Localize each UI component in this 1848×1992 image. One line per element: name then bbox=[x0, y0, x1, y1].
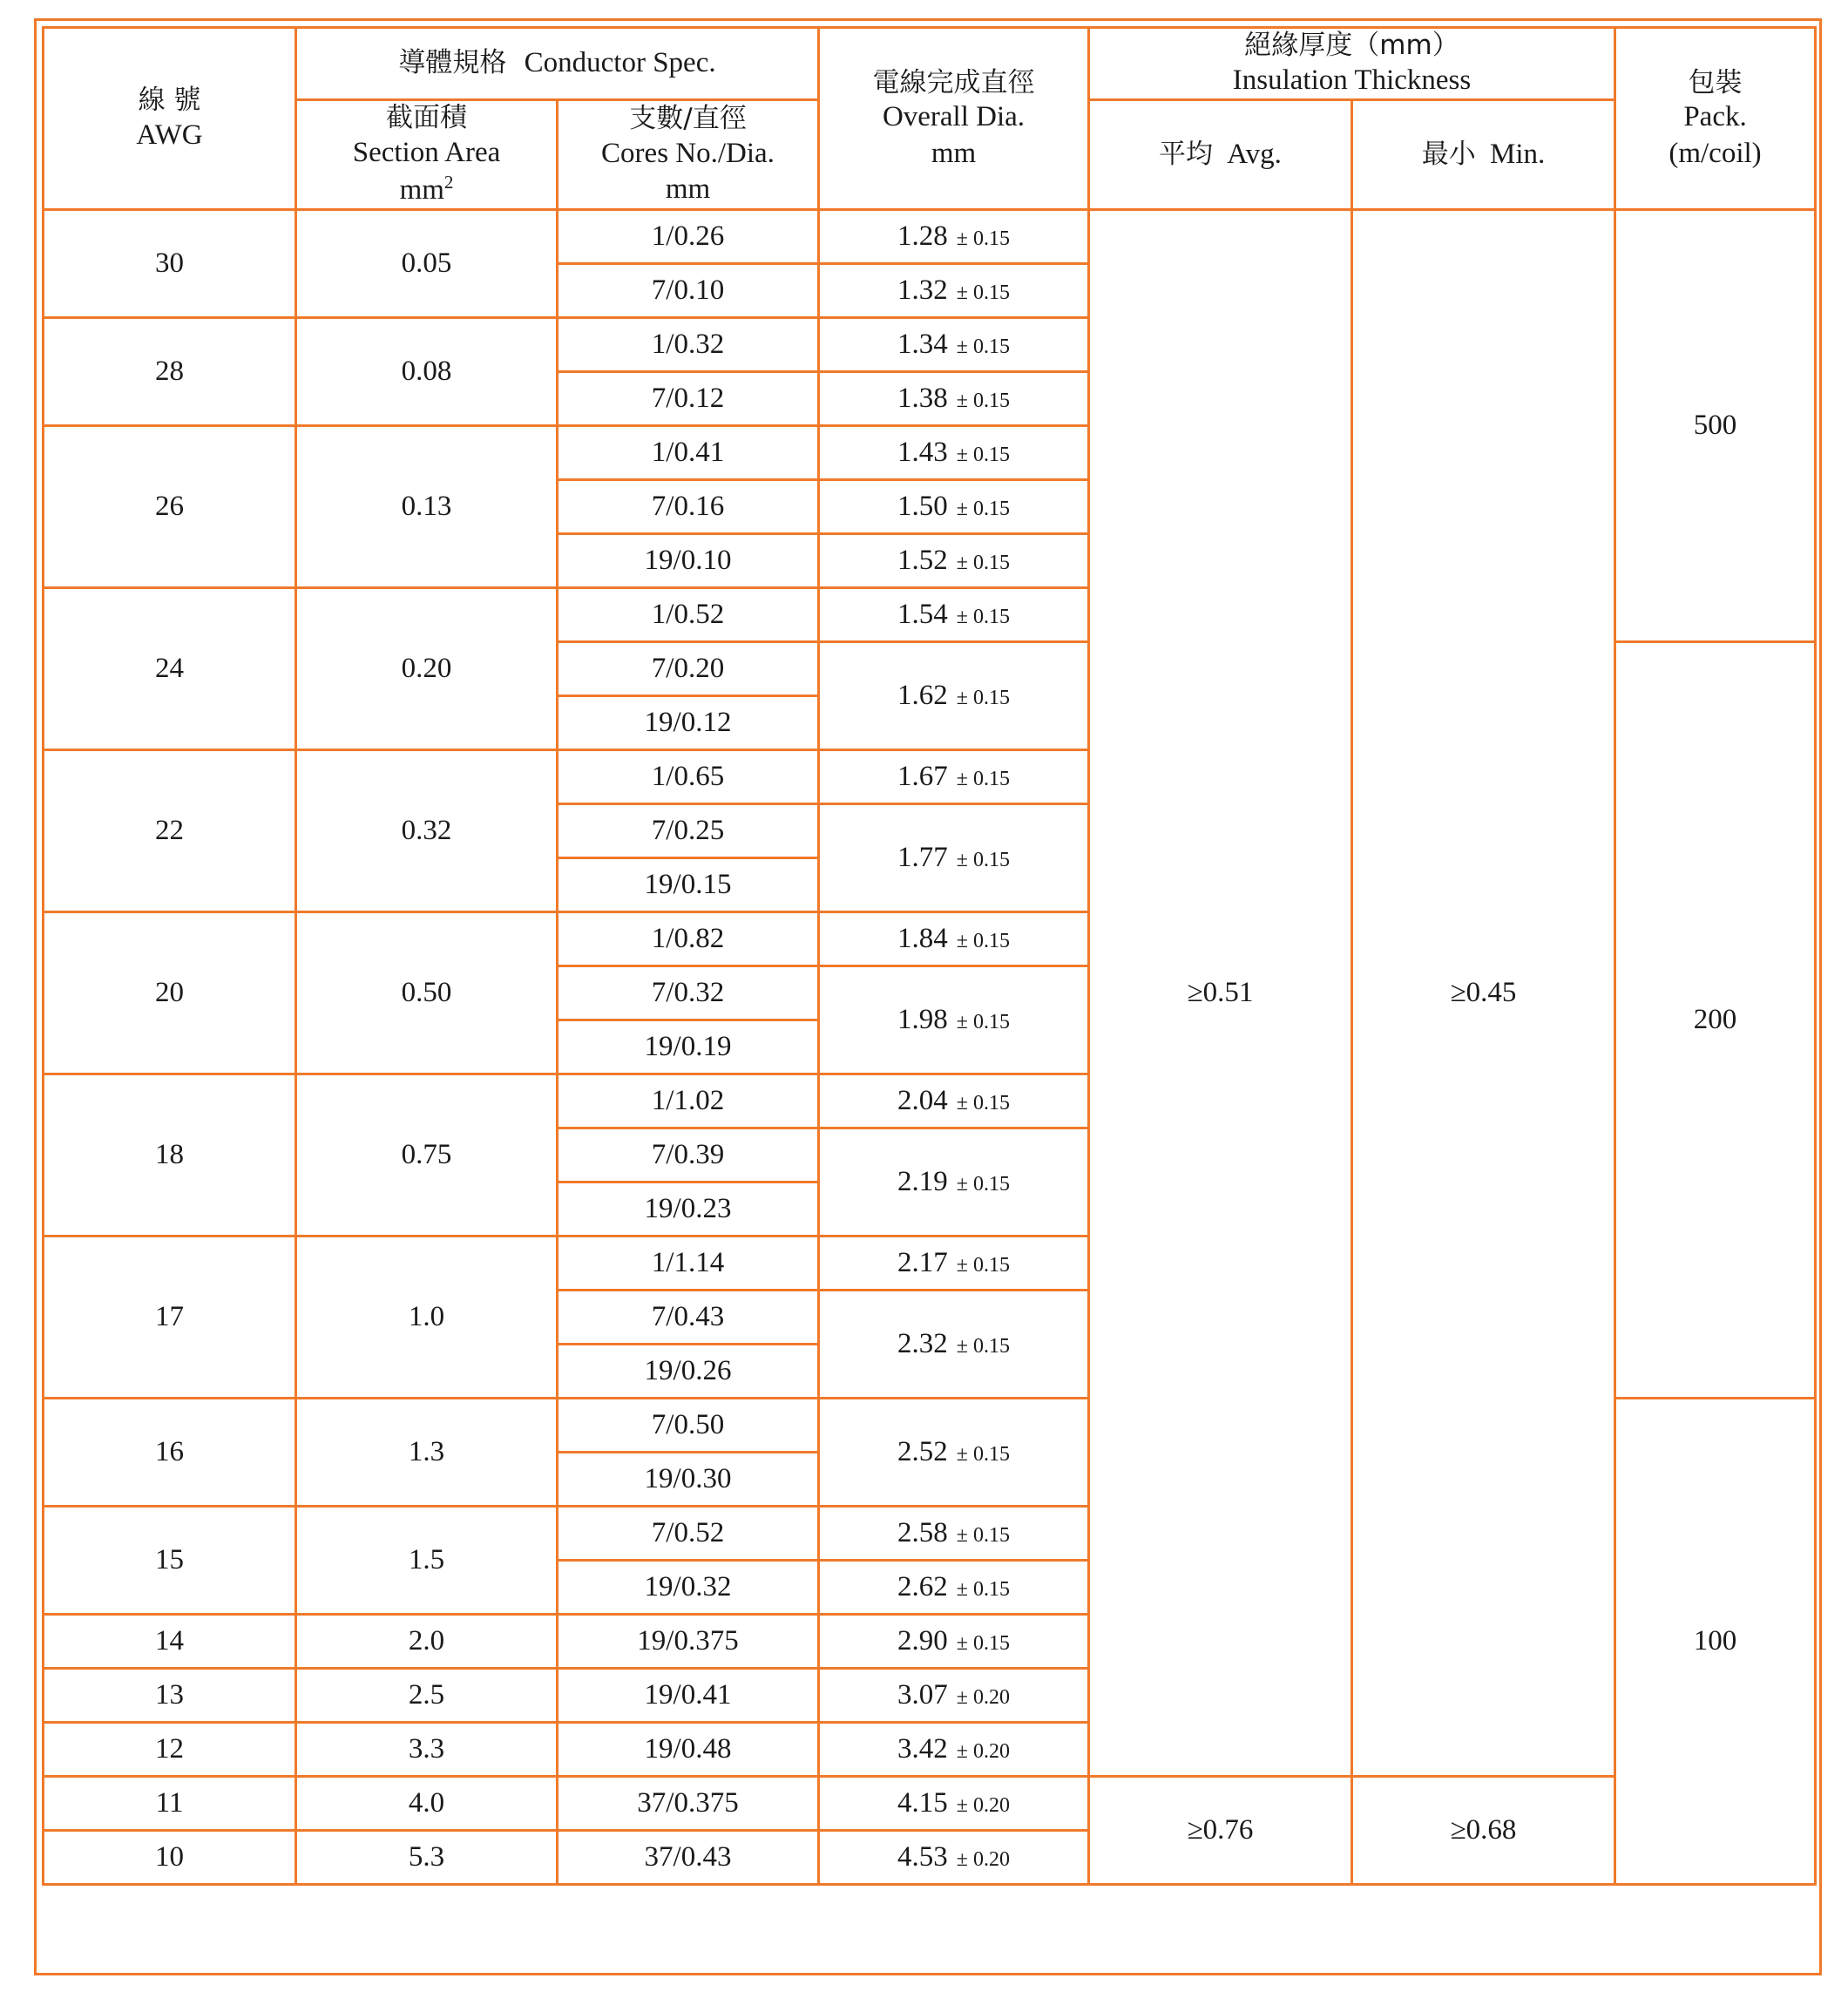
header-dia-en: Overall Dia. bbox=[882, 101, 1026, 133]
cores-dia-cell: 37/0.43 bbox=[558, 1831, 819, 1885]
wire-spec-table bbox=[42, 26, 1817, 1886]
awg-cell: 22 bbox=[44, 750, 296, 912]
overall-dia-cell bbox=[819, 318, 1089, 372]
header-min bbox=[1352, 100, 1615, 210]
overall-dia-cell bbox=[819, 1074, 1089, 1128]
overall-dia-tolerance: ± 0.15 bbox=[956, 552, 1010, 575]
awg-cell: 12 bbox=[44, 1723, 296, 1777]
overall-dia-value: 1.67 bbox=[897, 761, 948, 793]
header-min-en: Min. bbox=[1490, 139, 1546, 170]
overall-dia-value: 4.15 bbox=[897, 1787, 948, 1819]
overall-dia-value: 1.98 bbox=[897, 1004, 948, 1036]
section-area-cell: 0.13 bbox=[296, 426, 558, 588]
overall-dia-tolerance: ± 0.15 bbox=[956, 1443, 1010, 1467]
insulation-min-cell: ≥0.68 bbox=[1352, 1777, 1615, 1885]
cores-dia-cell: 19/0.30 bbox=[558, 1453, 819, 1507]
cores-dia-cell: 19/0.23 bbox=[558, 1182, 819, 1237]
cores-dia-cell: 37/0.375 bbox=[558, 1777, 819, 1831]
header-conductor-spec bbox=[296, 28, 819, 100]
overall-dia-value: 2.04 bbox=[897, 1085, 948, 1117]
cores-dia-cell: 19/0.48 bbox=[558, 1723, 819, 1777]
section-area-cell: 1.5 bbox=[296, 1507, 558, 1615]
overall-dia-value: 3.42 bbox=[897, 1733, 948, 1765]
overall-dia-tolerance: ± 0.20 bbox=[956, 1848, 1010, 1872]
overall-dia-cell bbox=[819, 1399, 1089, 1507]
header-avg-en: Avg. bbox=[1227, 139, 1282, 170]
cores-dia-cell: 19/0.19 bbox=[558, 1020, 819, 1074]
header-dia-zh: 電線完成直徑 bbox=[872, 66, 1035, 98]
section-area-cell: 2.5 bbox=[296, 1669, 558, 1723]
overall-dia-tolerance: ± 0.15 bbox=[956, 1524, 1010, 1548]
overall-dia-cell bbox=[819, 372, 1089, 426]
awg-cell: 24 bbox=[44, 588, 296, 750]
overall-dia-cell bbox=[819, 1777, 1089, 1831]
overall-dia-cell bbox=[819, 588, 1089, 642]
overall-dia-cell bbox=[819, 480, 1089, 534]
awg-cell: 13 bbox=[44, 1669, 296, 1723]
section-area-cell: 0.08 bbox=[296, 318, 558, 426]
overall-dia-tolerance: ± 0.15 bbox=[956, 1011, 1010, 1034]
overall-dia-cell bbox=[819, 966, 1089, 1074]
overall-dia-value: 1.38 bbox=[897, 383, 948, 415]
overall-dia-value: 1.54 bbox=[897, 599, 948, 631]
cores-dia-cell: 1/0.26 bbox=[558, 210, 819, 264]
overall-dia-tolerance: ± 0.15 bbox=[956, 606, 1010, 629]
cores-dia-cell: 7/0.50 bbox=[558, 1399, 819, 1453]
header-conductor-zh: 導體規格 bbox=[398, 47, 507, 79]
pack-cell: 500 bbox=[1615, 210, 1816, 642]
awg-cell: 28 bbox=[44, 318, 296, 426]
overall-dia-tolerance: ± 0.20 bbox=[956, 1686, 1010, 1710]
cores-dia-cell: 19/0.32 bbox=[558, 1561, 819, 1615]
header-conductor-en: Conductor Spec. bbox=[524, 47, 716, 79]
overall-dia-tolerance: ± 0.15 bbox=[956, 1092, 1010, 1115]
cores-dia-cell: 7/0.32 bbox=[558, 966, 819, 1020]
overall-dia-cell bbox=[819, 1507, 1089, 1561]
overall-dia-value: 4.53 bbox=[897, 1841, 948, 1873]
header-insulation-zh: 絕緣厚度（mm） bbox=[1244, 30, 1459, 61]
overall-dia-value: 2.52 bbox=[897, 1436, 948, 1468]
overall-dia-value: 1.28 bbox=[897, 220, 948, 253]
overall-dia-cell bbox=[819, 426, 1089, 480]
cores-dia-cell: 7/0.10 bbox=[558, 264, 819, 318]
section-area-cell: 4.0 bbox=[296, 1777, 558, 1831]
overall-dia-tolerance: ± 0.15 bbox=[956, 498, 1010, 521]
section-area-cell: 2.0 bbox=[296, 1615, 558, 1669]
header-pack-unit: (m/coil) bbox=[1669, 137, 1762, 169]
header-min-zh: 最小 bbox=[1421, 139, 1476, 170]
overall-dia-cell bbox=[819, 1669, 1089, 1723]
overall-dia-cell bbox=[819, 912, 1089, 966]
header-awg-zh: 線 號 bbox=[138, 85, 201, 117]
cores-dia-cell: 19/0.15 bbox=[558, 858, 819, 912]
awg-cell: 30 bbox=[44, 210, 296, 318]
cores-dia-cell: 19/0.12 bbox=[558, 696, 819, 750]
overall-dia-tolerance: ± 0.15 bbox=[956, 1632, 1010, 1656]
overall-dia-cell bbox=[819, 642, 1089, 750]
section-area-cell: 5.3 bbox=[296, 1831, 558, 1885]
header-cores-zh: 支數/直徑 bbox=[629, 103, 747, 134]
overall-dia-value: 2.90 bbox=[897, 1625, 948, 1657]
overall-dia-cell bbox=[819, 1128, 1089, 1237]
table-row bbox=[44, 1777, 1816, 1831]
overall-dia-tolerance: ± 0.15 bbox=[956, 1254, 1010, 1277]
overall-dia-tolerance: ± 0.15 bbox=[956, 849, 1010, 872]
cores-dia-cell: 19/0.375 bbox=[558, 1615, 819, 1669]
section-area-cell: 3.3 bbox=[296, 1723, 558, 1777]
header-cores bbox=[558, 100, 819, 210]
overall-dia-value: 1.52 bbox=[897, 545, 948, 577]
header-dia-unit: mm bbox=[931, 137, 977, 169]
cores-dia-cell: 1/0.32 bbox=[558, 318, 819, 372]
overall-dia-value: 2.17 bbox=[897, 1247, 948, 1279]
header-insulation bbox=[1089, 28, 1615, 100]
overall-dia-cell bbox=[819, 1237, 1089, 1291]
cores-dia-cell: 1/0.65 bbox=[558, 750, 819, 804]
cores-dia-cell: 1/1.02 bbox=[558, 1074, 819, 1128]
cores-dia-cell: 7/0.43 bbox=[558, 1291, 819, 1345]
overall-dia-value: 3.07 bbox=[897, 1679, 948, 1711]
overall-dia-value: 1.32 bbox=[897, 274, 948, 307]
overall-dia-tolerance: ± 0.15 bbox=[956, 444, 1010, 467]
awg-cell: 26 bbox=[44, 426, 296, 588]
pack-cell: 100 bbox=[1615, 1399, 1816, 1885]
header-cores-en: Cores No./Dia. bbox=[601, 137, 775, 169]
cores-dia-cell: 1/1.14 bbox=[558, 1237, 819, 1291]
cores-dia-cell: 7/0.20 bbox=[558, 642, 819, 696]
overall-dia-tolerance: ± 0.15 bbox=[956, 930, 1010, 953]
header-section-area bbox=[296, 100, 558, 210]
header-cores-unit: mm bbox=[665, 173, 711, 205]
section-area-cell: 1.3 bbox=[296, 1399, 558, 1507]
overall-dia-cell bbox=[819, 1615, 1089, 1669]
awg-cell: 17 bbox=[44, 1237, 296, 1399]
overall-dia-tolerance: ± 0.15 bbox=[956, 1173, 1010, 1196]
overall-dia-value: 1.43 bbox=[897, 437, 948, 469]
header-area-zh: 截面積 bbox=[386, 102, 467, 133]
awg-cell: 15 bbox=[44, 1507, 296, 1615]
header-pack bbox=[1615, 28, 1816, 210]
header-area-unit: $mm^2$ bbox=[399, 172, 454, 206]
cores-dia-cell: 1/0.41 bbox=[558, 426, 819, 480]
awg-cell: 10 bbox=[44, 1831, 296, 1885]
header-awg bbox=[44, 28, 296, 210]
awg-cell: 11 bbox=[44, 1777, 296, 1831]
overall-dia-tolerance: ± 0.15 bbox=[956, 687, 1010, 710]
overall-dia-tolerance: ± 0.15 bbox=[956, 1578, 1010, 1602]
overall-dia-cell bbox=[819, 1561, 1089, 1615]
overall-dia-cell bbox=[819, 804, 1089, 912]
overall-dia-tolerance: ± 0.15 bbox=[956, 390, 1010, 413]
overall-dia-value: 2.32 bbox=[897, 1328, 948, 1360]
section-area-cell: 0.75 bbox=[296, 1074, 558, 1237]
header-avg bbox=[1089, 100, 1352, 210]
overall-dia-cell bbox=[819, 1831, 1089, 1885]
overall-dia-tolerance: ± 0.15 bbox=[956, 335, 1010, 359]
header-pack-en: Pack. bbox=[1683, 101, 1747, 133]
overall-dia-value: 2.62 bbox=[897, 1571, 948, 1603]
awg-cell: 18 bbox=[44, 1074, 296, 1237]
overall-dia-value: 2.58 bbox=[897, 1517, 948, 1549]
overall-dia-tolerance: ± 0.20 bbox=[956, 1794, 1010, 1818]
overall-dia-tolerance: ± 0.15 bbox=[956, 281, 1010, 305]
insulation-avg-cell: ≥0.51 bbox=[1089, 210, 1352, 1777]
cores-dia-cell: 19/0.10 bbox=[558, 534, 819, 588]
section-area-cell: 0.05 bbox=[296, 210, 558, 318]
cores-dia-cell: 19/0.26 bbox=[558, 1345, 819, 1399]
cores-dia-cell: 19/0.41 bbox=[558, 1669, 819, 1723]
table-row bbox=[44, 210, 1816, 264]
header-area-en: Section Area bbox=[352, 136, 501, 168]
overall-dia-tolerance: ± 0.15 bbox=[956, 768, 1010, 791]
overall-dia-value: 1.50 bbox=[897, 491, 948, 523]
overall-dia-cell bbox=[819, 750, 1089, 804]
section-area-cell: 0.20 bbox=[296, 588, 558, 750]
cores-dia-cell: 7/0.52 bbox=[558, 1507, 819, 1561]
cores-dia-cell: 7/0.39 bbox=[558, 1128, 819, 1182]
overall-dia-tolerance: ± 0.15 bbox=[956, 1335, 1010, 1358]
insulation-min-cell: ≥0.45 bbox=[1352, 210, 1615, 1777]
cores-dia-cell: 7/0.25 bbox=[558, 804, 819, 858]
header-insulation-en: Insulation Thickness bbox=[1232, 64, 1472, 96]
overall-dia-value: 1.34 bbox=[897, 329, 948, 361]
awg-cell: 14 bbox=[44, 1615, 296, 1669]
overall-dia-cell bbox=[819, 210, 1089, 264]
cores-dia-cell: 7/0.16 bbox=[558, 480, 819, 534]
overall-dia-cell bbox=[819, 1723, 1089, 1777]
cores-dia-cell: 7/0.12 bbox=[558, 372, 819, 426]
section-area-cell: 1.0 bbox=[296, 1237, 558, 1399]
header-overall-dia bbox=[819, 28, 1089, 210]
section-area-cell: 0.50 bbox=[296, 912, 558, 1074]
pack-cell: 200 bbox=[1615, 642, 1816, 1399]
overall-dia-tolerance: ± 0.20 bbox=[956, 1740, 1010, 1764]
overall-dia-cell bbox=[819, 1291, 1089, 1399]
awg-cell: 16 bbox=[44, 1399, 296, 1507]
cores-dia-cell: 1/0.52 bbox=[558, 588, 819, 642]
overall-dia-value: 2.19 bbox=[897, 1166, 948, 1198]
header-awg-en: AWG bbox=[136, 119, 203, 151]
overall-dia-value: 1.77 bbox=[897, 842, 948, 874]
header-pack-zh: 包裝 bbox=[1688, 66, 1743, 98]
awg-cell: 20 bbox=[44, 912, 296, 1074]
cores-dia-cell: 1/0.82 bbox=[558, 912, 819, 966]
section-area-cell: 0.32 bbox=[296, 750, 558, 912]
header-avg-zh: 平均 bbox=[1159, 139, 1214, 170]
overall-dia-cell bbox=[819, 534, 1089, 588]
overall-dia-cell bbox=[819, 264, 1089, 318]
overall-dia-tolerance: ± 0.15 bbox=[956, 227, 1010, 251]
insulation-avg-cell: ≥0.76 bbox=[1089, 1777, 1352, 1885]
overall-dia-value: 1.84 bbox=[897, 923, 948, 955]
overall-dia-value: 1.62 bbox=[897, 680, 948, 712]
